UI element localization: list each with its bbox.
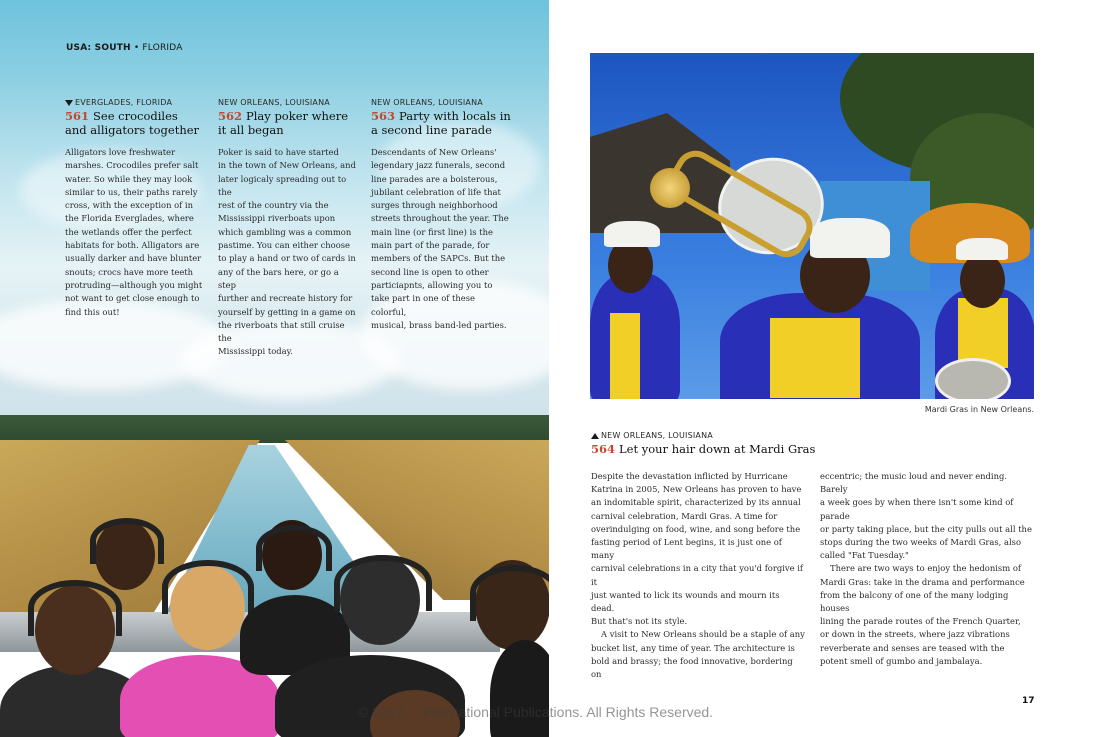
- body-line: marshes. Crocodiles prefer salt: [65, 160, 199, 171]
- body-line: musical, brass band-led parties.: [371, 319, 507, 330]
- entry-564: [591, 431, 815, 456]
- entry-location-text: NEW ORLEANS, LOUISIANA: [601, 431, 713, 440]
- entry-title-line2: it all began: [218, 123, 284, 137]
- section-header: [66, 43, 183, 53]
- body-line: yourself by getting in a game on: [218, 306, 356, 317]
- article-line: But that's not its style.: [591, 616, 688, 627]
- body-line: main line (or first line) is the: [371, 226, 493, 237]
- body-line: cross, with the exception of in: [65, 200, 194, 211]
- body-line: Poker is said to have started: [218, 147, 339, 157]
- article-line: Despite the devastation inflicted by Hurricane: [591, 471, 788, 481]
- body-line: main part of the parade, for: [371, 240, 490, 251]
- body-line: further and recreate history for: [218, 293, 353, 304]
- body-line: Mississippi riverboats upon: [218, 213, 336, 224]
- body-line: the wetlands offer the perfect: [65, 226, 192, 237]
- body-line: snouts; crocs have more teeth: [65, 266, 194, 277]
- entry-location-text: EVERGLADES, FLORIDA: [75, 98, 173, 107]
- headphones-icon: [162, 560, 254, 614]
- article-line: bucket list, any time of year. The architecture is: [591, 642, 795, 653]
- body-line: Alligators love freshwater: [65, 147, 176, 157]
- entry-number: 564: [591, 442, 616, 456]
- article-line: Mardi Gras: take in the drama and performance: [820, 576, 1025, 587]
- article-line: lining the parade routes of the French Quarter,: [820, 616, 1021, 627]
- article-line: called "Fat Tuesday.": [820, 550, 909, 561]
- entry-body: [65, 146, 205, 319]
- entry-location: NEW ORLEANS, LOUISIANA: [371, 98, 483, 107]
- body-line: in the town of New Orleans, and: [218, 160, 356, 171]
- body-line: not want to get close enough to: [65, 293, 200, 304]
- headphones-icon: [470, 565, 549, 621]
- mardi-gras-photo: [590, 53, 1034, 399]
- trumpet-bell: [650, 168, 690, 208]
- entry-title-line1: Party with locals in: [399, 109, 511, 123]
- article-line: eccentric; the music loud and never ending. Barely: [820, 471, 1008, 495]
- article-line: just wanted to lick its wounds and mourn its dead.: [591, 589, 780, 614]
- article-line: reverberate and senses are teased with the: [820, 642, 1005, 653]
- body-line: particiapnts, allowing you to: [371, 279, 493, 290]
- entry-title-line1: Play poker where: [246, 109, 349, 123]
- entry-563: [371, 98, 511, 332]
- article-line: potent smell of gumbo and jambalaya.: [820, 655, 983, 666]
- article-line: carnival celebration, Mardi Gras. A time for: [591, 510, 778, 521]
- headphones-icon: [28, 580, 122, 636]
- body-line: line parades are a boisterous,: [371, 173, 498, 184]
- article-column-2: [820, 470, 1034, 668]
- down-triangle-icon: [65, 100, 73, 106]
- body-line: legendary jazz funerals, second: [371, 160, 506, 171]
- entry-number: 561: [65, 109, 90, 123]
- entry-location: [591, 431, 815, 440]
- article-line: fasting period of Lent begins, it is just one of many: [591, 537, 782, 561]
- section-region: USA: SOUTH: [66, 43, 131, 53]
- body-line: the Florida Everglades, where: [65, 213, 194, 224]
- body-line: similar to us, their paths rarely: [65, 186, 198, 197]
- entry-title-line2: a second line parade: [371, 123, 492, 137]
- entry-562: [218, 98, 358, 359]
- body-line: to play a hand or two of cards in: [218, 253, 356, 264]
- body-line: second line is open to other: [371, 266, 489, 277]
- musician-cap: [956, 238, 1008, 260]
- body-line: take part in one of these colorful,: [371, 293, 476, 317]
- entry-title: [65, 109, 205, 137]
- headphones-icon: [256, 525, 332, 571]
- entry-location: [65, 98, 205, 107]
- article-line: stops during the two weeks of Mardi Gras, also: [820, 537, 1022, 548]
- body-line: later logicaly spreading out to the: [218, 173, 347, 197]
- body-line: Descendants of New Orleans': [371, 147, 497, 157]
- entry-title-line1: See crocodiles: [93, 109, 178, 123]
- body-line: which gambling was a common: [218, 226, 352, 237]
- headphones-icon: [334, 555, 432, 611]
- up-triangle-icon: [591, 433, 599, 439]
- entry-body: [371, 146, 511, 332]
- headphones-icon: [90, 518, 164, 564]
- copyright-watermark: © 2017 ... International Publications. All Rights Reserved.: [358, 704, 714, 720]
- entry-title-text: Let your hair down at Mardi Gras: [619, 442, 816, 456]
- musician-cap: [604, 221, 660, 247]
- body-line: protruding—although you might: [65, 279, 203, 290]
- body-line: usually darker and have blunter: [65, 253, 202, 264]
- body-line: any of the bars here, or go a step: [218, 266, 339, 290]
- page-number: 17: [1022, 696, 1035, 706]
- body-line: find this out!: [65, 306, 120, 317]
- yellow-shirt: [770, 318, 860, 398]
- article-line: A visit to New Orleans should be a staple of any: [601, 629, 805, 640]
- article-line: or down in the streets, where jazz vibrations: [820, 629, 1010, 640]
- entry-561: [65, 98, 205, 319]
- article-line: from the balcony of one of the many lodging houses: [820, 589, 1009, 614]
- musician-cap: [810, 218, 890, 258]
- entry-body: [218, 146, 358, 359]
- snare-drum: [935, 358, 1011, 399]
- passenger: [490, 640, 549, 737]
- body-line: the riverboats that still cruise the: [218, 319, 345, 344]
- entry-number: 563: [371, 109, 396, 123]
- article-line: bold and brassy; the food innovative, bordering on: [591, 655, 793, 680]
- section-separator: •: [133, 43, 140, 53]
- musician-face: [960, 253, 1005, 308]
- article-line: overindulging on food, wine, and song before the: [591, 523, 801, 534]
- article-line: carnival celebrations in a city that you'd forgive if it: [591, 563, 804, 587]
- entry-title: [591, 442, 815, 456]
- entry-location: NEW ORLEANS, LOUISIANA: [218, 98, 330, 107]
- body-line: pastime. You can either choose: [218, 240, 350, 251]
- body-line: rest of the country via the: [218, 200, 329, 211]
- body-line: streets throughout the year. The: [371, 213, 509, 224]
- body-line: jubilant celebration of life that: [371, 186, 501, 197]
- treeline: [0, 415, 549, 443]
- article-line: Katrina in 2005, New Orleans has proven to have: [591, 484, 802, 495]
- entry-title: [218, 109, 358, 137]
- article-column-1: [591, 470, 805, 681]
- entry-number: 562: [218, 109, 243, 123]
- article-line: a week goes by when there isn't some kind of parade: [820, 497, 1014, 521]
- body-line: surges through neighborhood: [371, 200, 498, 211]
- article-line: or party taking place, but the city pulls out all the: [820, 523, 1032, 534]
- article-line: There are two ways to enjoy the hedonism of: [830, 563, 1021, 574]
- entry-title-line2: and alligators together: [65, 123, 200, 137]
- body-line: water. So while they may look: [65, 173, 193, 184]
- photo-caption: Mardi Gras in New Orleans.: [924, 405, 1034, 414]
- body-line: Mississippi today.: [218, 346, 293, 357]
- entry-title: [371, 109, 511, 137]
- yellow-shirt: [610, 313, 640, 399]
- body-line: habitats for both. Alligators are: [65, 240, 200, 251]
- article-line: an indomitable spirit, characterized by its annual: [591, 497, 801, 508]
- section-state: FLORIDA: [142, 43, 183, 53]
- body-line: members of the SAPCs. But the: [371, 253, 506, 264]
